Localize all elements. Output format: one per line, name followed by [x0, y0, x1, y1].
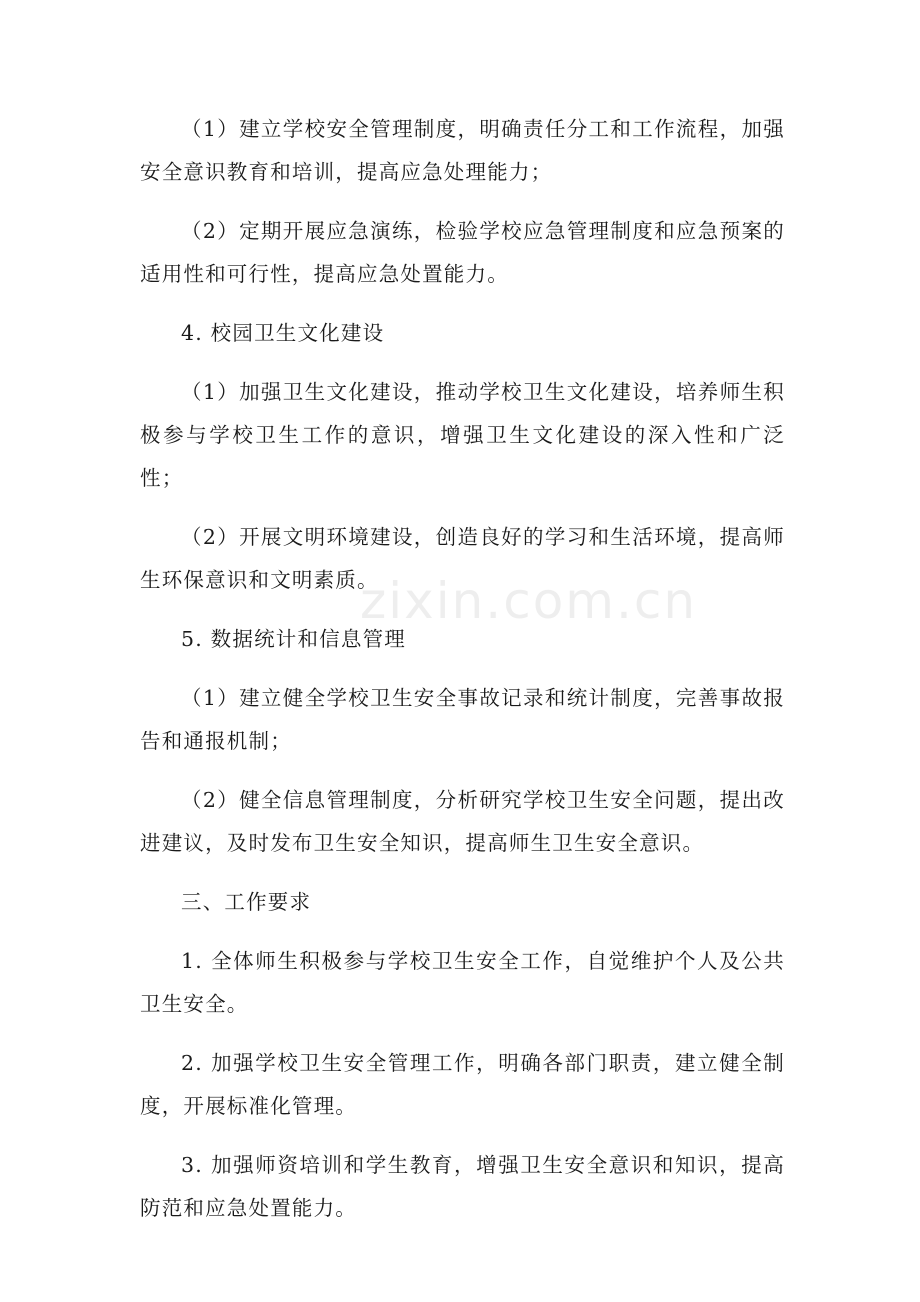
paragraph-requirement-3: 3. 加强师资培训和学生教育，增强卫生安全意识和知识，提高防范和应急处置能力。: [140, 1153, 785, 1220]
paragraph-data-statistics-1: （1）建立健全学校卫生安全事故记录和统计制度，完善事故报告和通报机制；: [140, 686, 785, 753]
paragraph-safety-management-1: （1）建立学校安全管理制度，明确责任分工和工作流程，加强安全意识教育和培训，提高应急处理能力；: [140, 117, 785, 184]
paragraph-safety-management-2: （2）定期开展应急演练，检验学校应急管理制度和应急预案的适用性和可行性，提高应急处置能力。: [140, 219, 785, 286]
paragraph-hygiene-culture-2: （2）开展文明环境建设，创造良好的学习和生活环境，提高师生环保意识和文明素质。: [140, 525, 785, 592]
section-heading-work-requirements: 三、工作要求: [181, 890, 312, 914]
section-heading-campus-hygiene-culture: 4. 校园卫生文化建设: [181, 321, 385, 345]
paragraph-requirement-1: 1. 全体师生积极参与学校卫生安全工作，自觉维护个人及公共卫生安全。: [140, 949, 785, 1016]
section-heading-data-statistics: 5. 数据统计和信息管理: [181, 627, 406, 651]
document-body: [140, 108, 785, 1230]
paragraph-data-statistics-2: （2）健全信息管理制度，分析研究学校卫生安全问题，提出改进建议，及时发布卫生安全知识，提高师生卫生安全意识。: [140, 788, 785, 855]
paragraph-hygiene-culture-1: （1）加强卫生文化建设，推动学校卫生文化建设，培养师生积极参与学校卫生工作的意识，增强卫生文化建设的深入性和广泛性；: [140, 380, 785, 490]
paragraph-requirement-2: 2. 加强学校卫生安全管理工作，明确各部门职责，建立健全制度，开展标准化管理。: [140, 1051, 785, 1118]
watermark-text: zixin.com.cn: [360, 572, 698, 630]
